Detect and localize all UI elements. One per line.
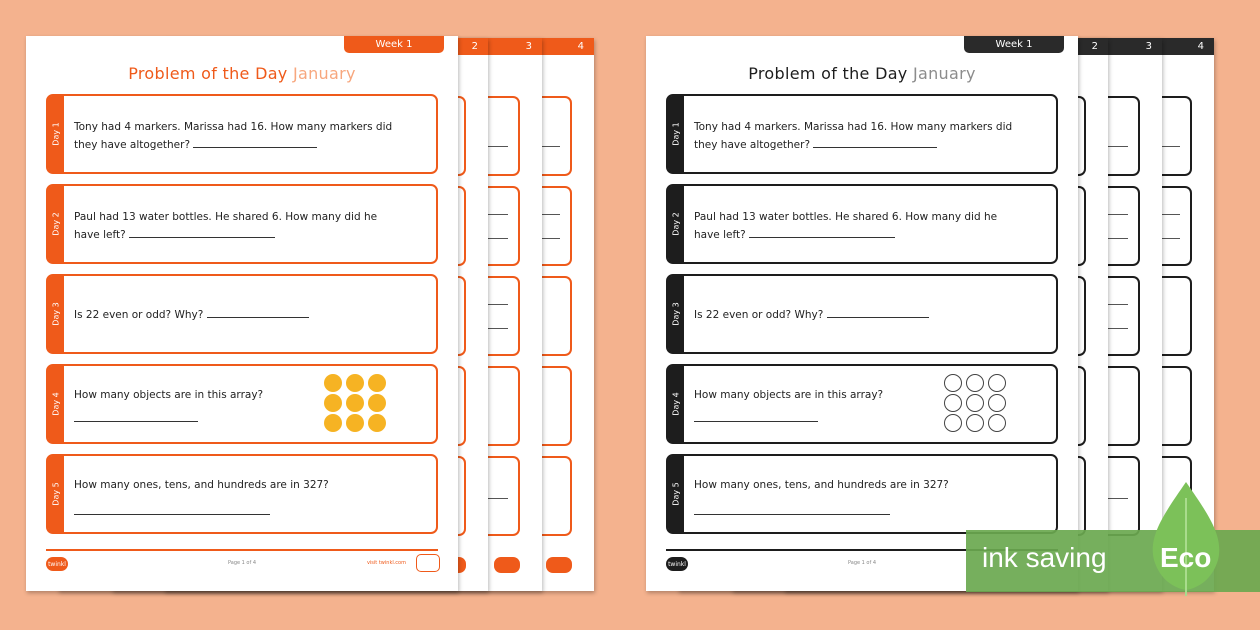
day-label: Day 4 [51,392,61,416]
problem-day-1 [666,94,1058,174]
array-dot [346,394,364,412]
ink-saving-text: ink saving [982,542,1107,573]
problem-day-4 [46,364,438,444]
week-tab: 3 [1076,38,1162,55]
eco-label: Eco [1160,542,1212,573]
title-month: January [292,64,356,83]
twinkl-logo: twinkl [46,557,68,571]
array-dot [988,394,1006,412]
answer-line [193,138,317,148]
answer-line [694,514,890,515]
question-text: Tony had 4 markers. Marissa had 16. How many markers did they have altogether? [74,121,393,151]
problem-day-3 [46,274,438,354]
array-dot [368,394,386,412]
page-number: Page 1 of 4 [227,560,257,566]
array-dot [368,374,386,392]
array-dot [988,374,1006,392]
answer-line [749,228,895,238]
badge-icon [416,554,440,572]
dot-array [324,374,388,432]
week-tab: 2 [1022,38,1108,55]
page-title [26,64,458,83]
week-tab: 4 [508,38,594,55]
worksheet-week-1 [646,36,1078,591]
day-label: Day 5 [671,482,681,506]
title-text: Problem of the Day [128,64,288,83]
answer-line [813,138,937,148]
day-label: Day 2 [51,212,61,236]
week-tab: 4 [1128,38,1214,55]
array-dot [944,394,962,412]
array-dot [966,414,984,432]
array-dot [368,414,386,432]
problem-day-5 [666,454,1058,534]
problem-day-2 [46,184,438,264]
answer-line [207,308,309,318]
worksheet-week-1 [26,36,458,591]
question-text: How many objects are in this array? [694,389,884,401]
question-text: Tony had 4 markers. Marissa had 16. How many markers did they have altogether? [694,121,1013,151]
question-text: Is 22 even or odd? Why? [694,309,824,321]
day-label: Day 3 [51,302,61,326]
question-text: How many ones, tens, and hundreds are in 327? [74,479,329,491]
day-label: Day 1 [671,122,681,146]
question-text: How many objects are in this array? [74,389,264,401]
array-dot [944,374,962,392]
week-tab: 2 [402,38,488,55]
day-label: Day 4 [671,392,681,416]
problem-day-4 [666,364,1058,444]
dot-array [944,374,1008,432]
page-number: Page 1 of 4 [847,560,877,566]
twinkl-logo [546,557,572,573]
week-tab: Week 1 [964,36,1064,53]
answer-line [74,421,198,422]
twinkl-logo: twinkl [666,557,688,571]
array-dot [966,374,984,392]
footer-divider [46,549,438,551]
array-dot [324,374,342,392]
array-dot [324,414,342,432]
leaf-icon [1146,478,1226,596]
title-month: January [912,64,976,83]
answer-line [827,308,929,318]
answer-line [694,421,818,422]
day-label: Day 2 [671,212,681,236]
day-label: Day 5 [51,482,61,506]
problem-day-2 [666,184,1058,264]
site-link: visit twinkl.com [366,560,406,566]
problem-day-3 [666,274,1058,354]
answer-line [74,514,270,515]
question-text: Paul had 13 water bottles. He shared 6. How many did he have left? [74,211,378,241]
problem-day-5 [46,454,438,534]
page-title [646,64,1078,83]
day-label: Day 3 [671,302,681,326]
question-text: Paul had 13 water bottles. He shared 6. How many did he have left? [694,211,998,241]
question-text: Is 22 even or odd? Why? [74,309,204,321]
title-text: Problem of the Day [748,64,908,83]
array-dot [346,374,364,392]
question-text: How many ones, tens, and hundreds are in 327? [694,479,949,491]
twinkl-logo [494,557,520,573]
array-dot [346,414,364,432]
week-tab: 3 [456,38,542,55]
answer-line [129,228,275,238]
problem-day-1 [46,94,438,174]
week-tab: Week 1 [344,36,444,53]
array-dot [944,414,962,432]
day-label: Day 1 [51,122,61,146]
array-dot [966,394,984,412]
array-dot [988,414,1006,432]
array-dot [324,394,342,412]
